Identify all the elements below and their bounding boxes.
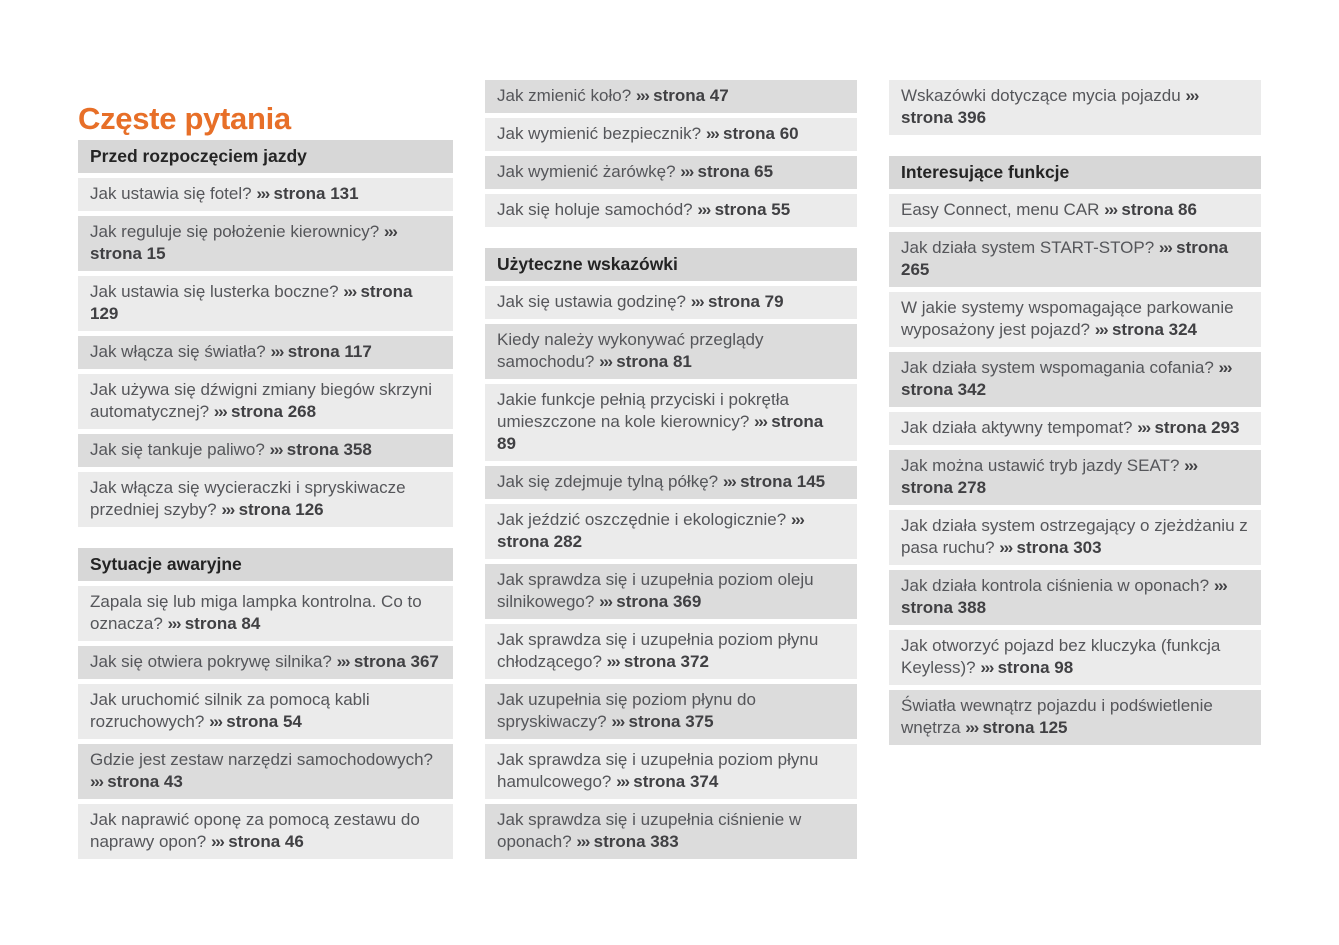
cross-ref-arrow-icon: ››› bbox=[705, 124, 719, 143]
faq-item[interactable] bbox=[889, 352, 1261, 407]
cross-ref-arrow-icon: ››› bbox=[690, 292, 704, 311]
faq-item[interactable] bbox=[78, 178, 453, 211]
question-text: Jak wymienić bezpiecznik? bbox=[497, 124, 706, 143]
question-text: Jak sprawdza się i uzupełnia ciśnienie w oponach? bbox=[497, 810, 802, 851]
faq-item[interactable] bbox=[889, 450, 1261, 505]
cross-ref-arrow-icon: ››› bbox=[965, 718, 978, 737]
faq-item[interactable] bbox=[78, 434, 453, 467]
cross-ref-arrow-icon: ››› bbox=[209, 712, 222, 731]
page-reference: strona 342 bbox=[901, 380, 987, 399]
faq-item[interactable] bbox=[889, 690, 1261, 745]
question-text: Jak reguluje się położenie kierownicy? bbox=[90, 222, 384, 241]
cross-ref-arrow-icon: ››› bbox=[680, 162, 693, 181]
faq-item[interactable] bbox=[78, 804, 453, 859]
question-text: Jak sprawdza się i uzupełnia poziom oleju silnikowego? bbox=[497, 570, 814, 611]
cross-ref-arrow-icon: ››› bbox=[383, 222, 397, 241]
question-text: Jak można ustawić tryb jazdy SEAT? bbox=[901, 456, 1185, 475]
page-reference: strona 15 bbox=[90, 244, 166, 263]
question-text: Jak ustawia się fotel? bbox=[90, 184, 257, 203]
question-text: Jak działa system wspomagania cofania? bbox=[901, 358, 1219, 377]
column-1 bbox=[78, 140, 453, 864]
faq-item[interactable] bbox=[485, 744, 857, 799]
faq-item[interactable] bbox=[78, 646, 453, 679]
cross-ref-arrow-icon: ››› bbox=[1094, 320, 1108, 339]
page-reference: strona 145 bbox=[740, 472, 826, 491]
cross-ref-arrow-icon: ››› bbox=[1218, 358, 1231, 377]
cross-ref-arrow-icon: ››› bbox=[599, 592, 612, 611]
cross-ref-arrow-icon: ››› bbox=[270, 342, 283, 361]
question-text: Jak się ustawia godzinę? bbox=[497, 292, 691, 311]
question-text: Easy Connect, menu CAR bbox=[901, 200, 1105, 219]
question-text: Jak sprawdza się i uzupełnia poziom płynu chłodzącego? bbox=[497, 630, 819, 671]
page-reference: strona 86 bbox=[1121, 200, 1197, 219]
page-reference: strona 98 bbox=[997, 658, 1074, 677]
cross-ref-arrow-icon: ››› bbox=[635, 86, 649, 105]
cross-ref-arrow-icon: ››› bbox=[576, 832, 589, 851]
column-2 bbox=[485, 80, 857, 864]
faq-item[interactable] bbox=[485, 156, 857, 189]
page-reference: strona 65 bbox=[697, 162, 774, 181]
faq-item[interactable] bbox=[78, 586, 453, 641]
page-reference: strona 43 bbox=[107, 772, 183, 791]
section-header: Sytuacje awaryjne bbox=[78, 548, 453, 581]
faq-item[interactable] bbox=[889, 232, 1261, 287]
question-text: Jak się holuje samochód? bbox=[497, 200, 698, 219]
column-3 bbox=[889, 80, 1261, 750]
cross-ref-arrow-icon: ››› bbox=[221, 500, 234, 519]
question-text: Jak otworzyć pojazd bez kluczyka (funkcja Keyless)? bbox=[901, 636, 1221, 677]
cross-ref-arrow-icon: ››› bbox=[980, 658, 993, 677]
question-text: Zapala się lub miga lampka kontrolna. Co to oznacza? bbox=[90, 592, 422, 633]
question-text: Jak ustawia się lusterka boczne? bbox=[90, 282, 344, 301]
faq-item[interactable] bbox=[485, 684, 857, 739]
faq-item[interactable] bbox=[485, 466, 857, 499]
question-text: Jak włącza się światła? bbox=[90, 342, 271, 361]
page-reference: strona 268 bbox=[231, 402, 317, 421]
page-reference: strona 89 bbox=[497, 412, 824, 453]
question-text: Jak wymienić żarówkę? bbox=[497, 162, 681, 181]
faq-item[interactable] bbox=[78, 276, 453, 331]
question-text: Jakie funkcje pełnią przyciski i pokrętła umieszczone na kole kierownicy? bbox=[497, 390, 789, 431]
cross-ref-arrow-icon: ››› bbox=[256, 184, 269, 203]
page-reference: strona 81 bbox=[616, 352, 692, 371]
cross-ref-arrow-icon: ››› bbox=[697, 200, 710, 219]
faq-item[interactable] bbox=[889, 570, 1261, 625]
cross-ref-arrow-icon: ››› bbox=[90, 772, 103, 791]
page-reference: strona 131 bbox=[273, 184, 359, 203]
page-reference: strona 293 bbox=[1154, 418, 1240, 437]
question-text: Jak działa system ostrzegający o zjeżdżaniu z pasa ruchu? bbox=[901, 516, 1248, 557]
question-text: Jak się otwiera pokrywę silnika? bbox=[90, 652, 337, 671]
cross-ref-arrow-icon: ››› bbox=[336, 652, 350, 671]
cross-ref-arrow-icon: ››› bbox=[1213, 576, 1227, 595]
cross-ref-arrow-icon: ››› bbox=[1137, 418, 1150, 437]
faq-item[interactable] bbox=[485, 384, 857, 461]
cross-ref-arrow-icon: ››› bbox=[167, 614, 180, 633]
faq-item[interactable] bbox=[889, 80, 1261, 135]
faq-item[interactable] bbox=[485, 118, 857, 151]
question-text: Jak uzupełnia się poziom płynu do spryskiwaczy? bbox=[497, 690, 756, 731]
cross-ref-arrow-icon: ››› bbox=[754, 412, 767, 431]
cross-ref-arrow-icon: ››› bbox=[722, 472, 736, 491]
faq-item[interactable] bbox=[78, 472, 453, 527]
question-text: W jakie systemy wspomagające parkowanie wyposażony jest pojazd? bbox=[901, 298, 1234, 339]
page-reference: strona 375 bbox=[628, 712, 714, 731]
page-reference: strona 324 bbox=[1111, 320, 1197, 339]
question-text: Jak działa system START-STOP? bbox=[901, 238, 1159, 257]
cross-ref-arrow-icon: ››› bbox=[611, 712, 624, 731]
question-text: Jak używa się dźwigni zmiany biegów skrzyni automatycznej? bbox=[90, 380, 433, 421]
page-reference: strona 383 bbox=[593, 832, 679, 851]
section-header: Przed rozpoczęciem jazdy bbox=[78, 140, 453, 173]
page-reference: strona 79 bbox=[707, 292, 784, 311]
question-text: Jak zmienić koło? bbox=[497, 86, 636, 105]
cross-ref-arrow-icon: ››› bbox=[1104, 200, 1117, 219]
faq-item[interactable] bbox=[889, 510, 1261, 565]
faq-item[interactable] bbox=[78, 374, 453, 429]
cross-ref-arrow-icon: ››› bbox=[790, 510, 804, 529]
question-text: Jak włącza się wycieraczki i spryskiwacze przedniej szyby? bbox=[90, 478, 406, 519]
page-reference: strona 303 bbox=[1016, 538, 1102, 557]
page-reference: strona 54 bbox=[226, 712, 302, 731]
page-reference: strona 46 bbox=[228, 832, 304, 851]
page-reference: strona 84 bbox=[184, 614, 261, 633]
faq-item[interactable] bbox=[485, 80, 857, 113]
cross-ref-arrow-icon: ››› bbox=[1158, 238, 1172, 257]
question-text: Gdzie jest zestaw narzędzi samochodowych? bbox=[90, 750, 433, 769]
faq-item[interactable] bbox=[485, 564, 857, 619]
question-text: Kiedy należy wykonywać przeglądy samochodu? bbox=[497, 330, 764, 371]
page-reference: strona 374 bbox=[633, 772, 719, 791]
question-text: Jak działa kontrola ciśnienia w oponach? bbox=[901, 576, 1214, 595]
question-text: Wskazówki dotyczące mycia pojazdu bbox=[901, 86, 1186, 105]
page-reference: strona 55 bbox=[714, 200, 791, 219]
faq-item[interactable] bbox=[889, 194, 1261, 227]
page-reference: strona 278 bbox=[901, 478, 987, 497]
cross-ref-arrow-icon: ››› bbox=[599, 352, 612, 371]
cross-ref-arrow-icon: ››› bbox=[616, 772, 629, 791]
question-text: Światła wewnątrz pojazdu i podświetlenie wnętrza bbox=[901, 696, 1213, 737]
faq-item[interactable] bbox=[485, 624, 857, 679]
faq-item[interactable] bbox=[889, 292, 1261, 347]
cross-ref-arrow-icon: ››› bbox=[269, 440, 283, 459]
page-title: Częste pytania bbox=[78, 100, 291, 136]
faq-item[interactable] bbox=[78, 744, 453, 799]
page-reference: strona 369 bbox=[616, 592, 702, 611]
cross-ref-arrow-icon: ››› bbox=[999, 538, 1012, 557]
page-reference: strona 396 bbox=[901, 108, 987, 127]
faq-columns bbox=[78, 80, 1261, 864]
cross-ref-arrow-icon: ››› bbox=[606, 652, 620, 671]
page-reference: strona 117 bbox=[287, 342, 372, 361]
question-text: Jak jeździć oszczędnie i ekologicznie? bbox=[497, 510, 791, 529]
page-reference: strona 367 bbox=[353, 652, 439, 671]
page-reference: strona 47 bbox=[653, 86, 729, 105]
faq-item[interactable] bbox=[889, 412, 1261, 445]
faq-item[interactable] bbox=[78, 216, 453, 271]
cross-ref-arrow-icon: ››› bbox=[1185, 86, 1198, 105]
cross-ref-arrow-icon: ››› bbox=[343, 282, 356, 301]
cross-ref-arrow-icon: ››› bbox=[213, 402, 227, 421]
page-reference: strona 126 bbox=[238, 500, 324, 519]
page-reference: strona 60 bbox=[723, 124, 799, 143]
question-text: Jak się zdejmuje tylną półkę? bbox=[497, 472, 723, 491]
question-text: Jak naprawić oponę za pomocą zestawu do naprawy opon? bbox=[90, 810, 420, 851]
faq-item[interactable] bbox=[485, 324, 857, 379]
question-text: Jak działa aktywny tempomat? bbox=[901, 418, 1138, 437]
question-text: Jak uruchomić silnik za pomocą kabli rozruchowych? bbox=[90, 690, 370, 731]
faq-item[interactable] bbox=[78, 684, 453, 739]
page-reference: strona 372 bbox=[623, 652, 709, 671]
faq-item[interactable] bbox=[485, 504, 857, 559]
page-reference: strona 129 bbox=[90, 282, 413, 323]
page-reference: strona 265 bbox=[901, 238, 1229, 279]
section-header: Interesujące funkcje bbox=[889, 156, 1261, 189]
faq-item[interactable] bbox=[889, 630, 1261, 685]
faq-item[interactable] bbox=[78, 336, 453, 369]
section-header: Użyteczne wskazówki bbox=[485, 248, 857, 281]
page-reference: strona 388 bbox=[901, 598, 987, 617]
cross-ref-arrow-icon: ››› bbox=[210, 832, 224, 851]
faq-item[interactable] bbox=[485, 194, 857, 227]
cross-ref-arrow-icon: ››› bbox=[1184, 456, 1197, 475]
faq-item[interactable] bbox=[485, 804, 857, 859]
question-text: Jak sprawdza się i uzupełnia poziom płynu hamulcowego? bbox=[497, 750, 819, 791]
page-reference: strona 282 bbox=[497, 532, 583, 551]
page-reference: strona 125 bbox=[982, 718, 1068, 737]
faq-item[interactable] bbox=[485, 286, 857, 319]
question-text: Jak się tankuje paliwo? bbox=[90, 440, 270, 459]
page-reference: strona 358 bbox=[286, 440, 372, 459]
